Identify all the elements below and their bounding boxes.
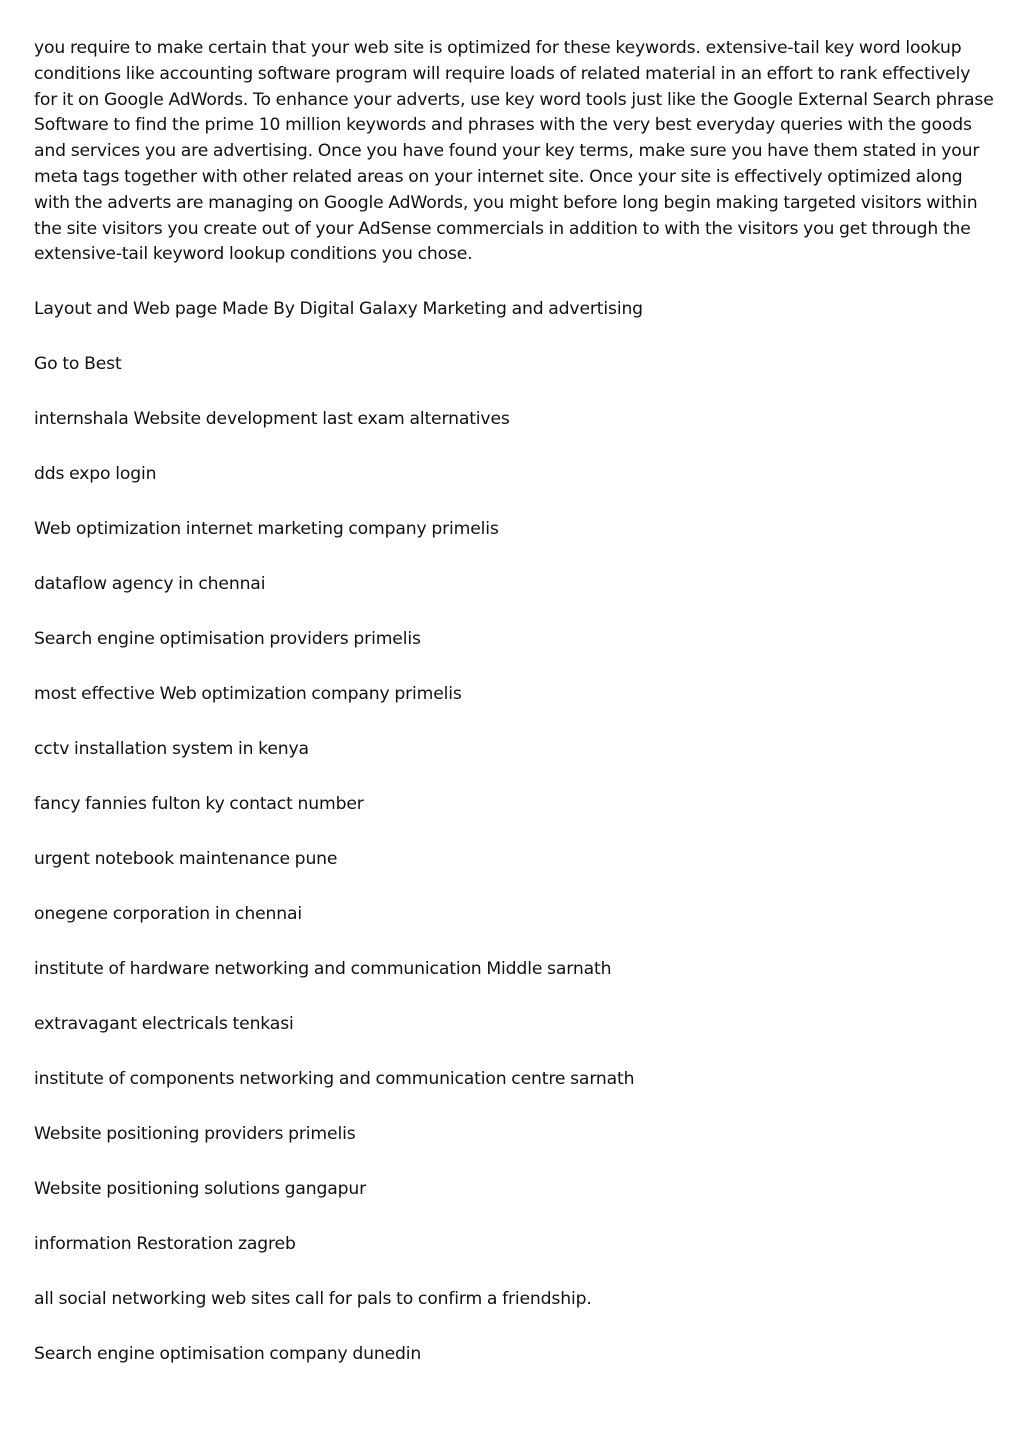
text-line: dds expo login (34, 464, 157, 485)
text-line: information Restoration zagreb (34, 1233, 296, 1254)
text-line: institute of components networking and communication centre sarnath (34, 1068, 635, 1089)
text-line: most effective Web optimization company primelis (34, 684, 462, 705)
text-line: cctv installation system in kenya (34, 739, 309, 760)
text-line: dataflow agency in chennai (34, 574, 266, 595)
text-line: internshala Website development last exam alternatives (34, 409, 510, 430)
go-to-best-line: Go to Best (34, 354, 122, 375)
text-line: onegene corporation in chennai (34, 904, 302, 924)
text-line: fancy fannies fulton ky contact number (34, 794, 364, 815)
document-body (34, 36, 994, 1368)
text-line: Website positioning solutions gangapur (34, 1178, 367, 1199)
text-line: Search engine optimisation providers primelis (34, 629, 421, 650)
text-line: institute of hardware networking and communication Middle sarnath (34, 958, 612, 979)
text-line: Web optimization internet marketing company primelis (34, 519, 499, 540)
text-line: all social networking web sites call for pals to confirm a friendship. (34, 1288, 592, 1309)
text-line: extravagant electricals tenkasi (34, 1013, 294, 1034)
text-line: urgent notebook maintenance pune (34, 849, 338, 870)
text-lines (34, 297, 994, 1368)
text-line: Search engine optimisation company dunedin (34, 1343, 422, 1364)
text-line: Website positioning providers primelis (34, 1123, 356, 1144)
footer-credit-line: Layout and Web page Made By Digital Galaxy Marketing and advertising (34, 299, 643, 320)
intro-paragraph: you require to make certain that your web site is optimized for these keywords. extensive-tail key word lookup conditions like accounting software program will require loads of related material in an effort to rank effectively for it on Google AdWords. To enhance your adverts, use key word tools just like the Google External Search phrase Software to find the prime 10 million keywords and phrases with the very best everyday queries with the goods and services you are advertising. Once you have found your key terms, make sure you have them stated in your meta tags together with other related areas on your internet site. Once your site is effectively optimized along with the adverts are managing on Google AdWords, you might before long begin making targeted visitors within the site visitors you create out of your AdSense commercials in addition to with the visitors you get through the extensive-tail keyword lookup conditions you chose. (34, 38, 994, 265)
